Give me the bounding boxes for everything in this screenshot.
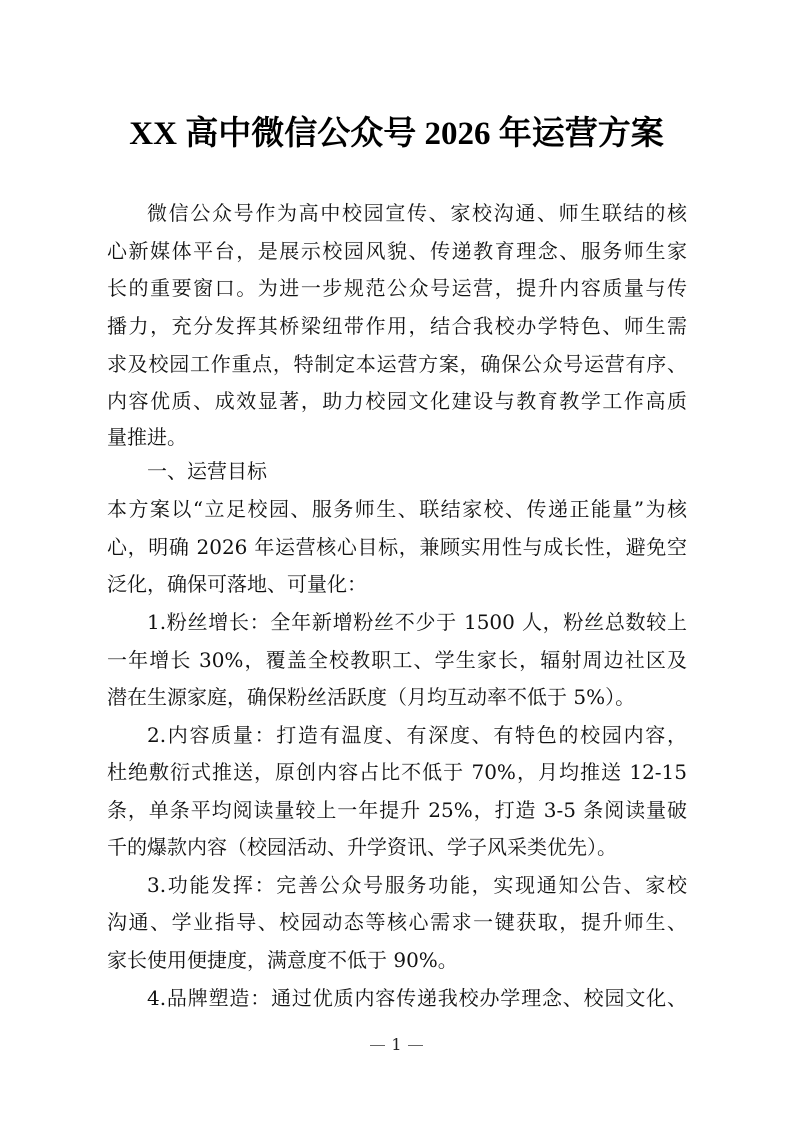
text-line: 心，明确 2026 年运营核心目标，兼顾实用性与成长性，避免空 xyxy=(107,535,687,559)
text-line: 家长使用便捷度，满意度不低于 90%。 xyxy=(107,948,458,972)
text-line: 心新媒体平台，是展示校园风貌、传递教育理念、服务师生家 xyxy=(107,239,687,263)
text-line: 杜绝敷衍式推送，原创内容占比不低于 70%，月均推送 12-15 xyxy=(107,760,687,784)
text-line: 播力，充分发挥其桥梁纽带作用，结合我校办学特色、师生需 xyxy=(107,314,687,338)
text-line: 潜在生源家庭，确保粉丝活跃度（月均互动率不低于 5%）。 xyxy=(107,685,636,709)
text-line: 长的重要窗口。为进一步规范公众号运营，提升内容质量与传 xyxy=(107,276,687,300)
text-line: 1.粉丝增长：全年新增粉丝不少于 1500 人，粉丝总数较上 xyxy=(147,610,687,634)
dash-decoration xyxy=(370,1045,385,1046)
text-line: 千的爆款内容（校园活动、升学资讯、学子风采类优先）。 xyxy=(107,835,617,859)
text-line: 一年增长 30%，覆盖全校教职工、学生家长，辐射周边社区及 xyxy=(107,648,687,672)
text-line: 求及校园工作重点，特制定本运营方案，确保公众号运营有序、 xyxy=(107,352,687,376)
text-line: 泛化，确保可落地、可量化： xyxy=(107,572,367,596)
text-line: 沟通、学业指导、校园动态等核心需求一键获取，提升师生、 xyxy=(107,910,687,934)
text-line: 4.品牌塑造：通过优质内容传递我校办学理念、校园文化、 xyxy=(147,986,687,1010)
dash-decoration xyxy=(408,1045,423,1046)
text-line: 量推进。 xyxy=(107,425,187,449)
text-line: 内容优质、成效显著，助力校园文化建设与教育教学工作高质 xyxy=(107,389,687,413)
text-line: 本方案以“立足校园、服务师生、联结家校、传递正能量”为核 xyxy=(107,497,687,521)
document-title: XX 高中微信公众号 2026 年运营方案 xyxy=(129,116,664,152)
text-line: 微信公众号作为高中校园宣传、家校沟通、师生联结的核 xyxy=(147,201,687,225)
text-line: 2.内容质量：打造有温度、有深度、有特色的校园内容， xyxy=(147,723,687,747)
section-heading: 一、运营目标 xyxy=(147,459,267,483)
page-footer xyxy=(0,1034,793,1056)
text-line: 条，单条平均阅读量较上一年提升 25%，打造 3-5 条阅读量破 xyxy=(107,798,687,822)
text-line: 3.功能发挥：完善公众号服务功能，实现通知公告、家校 xyxy=(147,873,687,897)
page-number: 1 xyxy=(391,1035,402,1054)
